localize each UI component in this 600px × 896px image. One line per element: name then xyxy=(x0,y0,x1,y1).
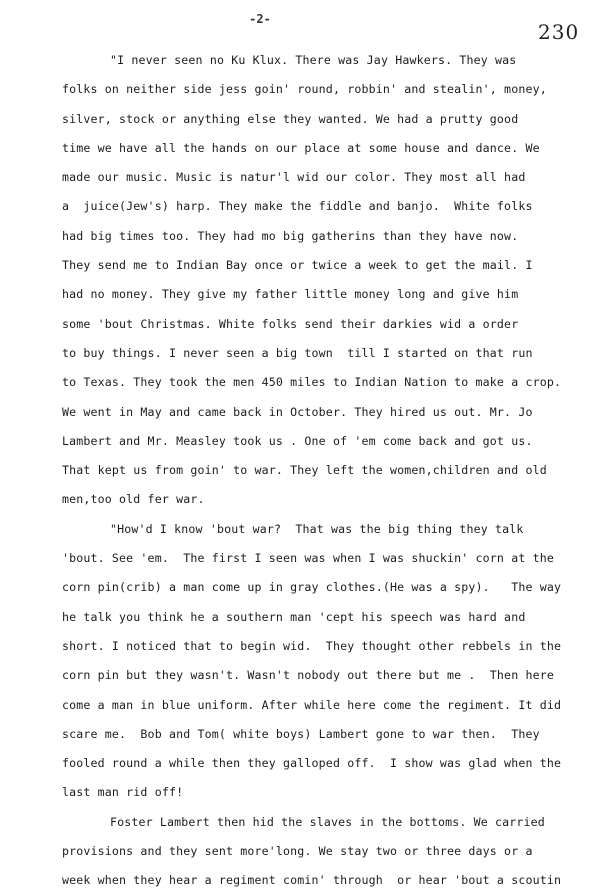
text-line: They send me to Indian Bay once or twice a week to get the mail. I xyxy=(62,258,533,273)
folio-number: 230 xyxy=(538,20,580,44)
text-line: scare me. Bob and Tom( white boys) Lambert gone to war then. They xyxy=(62,726,540,741)
paragraph xyxy=(62,515,562,808)
text-line: That kept us from goin' to war. They left the women,children and old xyxy=(62,463,547,478)
text-line: 'bout. See 'em. The first I seen was when I was shuckin' corn at the xyxy=(62,551,554,566)
page-number: -2- xyxy=(249,12,271,26)
text-line: folks on neither side jess goin' round, robbin' and stealin', money, xyxy=(62,82,547,97)
text-line: to Texas. They took the men 450 miles to Indian Nation to make a crop. xyxy=(62,375,562,390)
text-line: some 'bout Christmas. White folks send their darkies wid a order xyxy=(62,316,519,331)
text-line: had no money. They give my father little money long and give him xyxy=(62,287,519,302)
text-line: he talk you think he a southern man 'cept his speech was hard and xyxy=(62,609,526,624)
text-line: last man rid off! xyxy=(62,785,184,800)
paragraph xyxy=(62,46,562,515)
text-line: men,too old fer war. xyxy=(62,492,205,507)
text-line: made our music. Music is natur'l wid our color. They most all had xyxy=(62,170,526,185)
text-line: provisions and they sent more'long. We stay two or three days or a xyxy=(62,844,533,859)
text-line: Foster Lambert then hid the slaves in the bottoms. We carried xyxy=(110,814,545,829)
text-line: to buy things. I never seen a big town till I started on that run xyxy=(62,345,533,360)
text-line: "I never seen no Ku Klux. There was Jay Hawkers. They was xyxy=(110,53,517,67)
text-line: corn pin(crib) a man come up in gray clothes.(He was a spy). The way xyxy=(62,580,562,595)
text-line: corn pin but they wasn't. Wasn't nobody out there but me . Then here xyxy=(62,668,554,683)
paragraph xyxy=(62,808,562,896)
text-line: short. I noticed that to begin wid. They thought other rebbels in the xyxy=(62,638,562,653)
text-line: come a man in blue uniform. After while here come the regiment. It did xyxy=(62,697,562,712)
text-line: silver, stock or anything else they wanted. We had a prutty good xyxy=(62,111,519,126)
text-line: a juice(Jew's) harp. They make the fiddle and banjo. White folks xyxy=(62,199,533,214)
text-line: fooled round a while then they galloped off. I show was glad when the xyxy=(62,756,562,771)
text-line: We went in May and came back in October. They hired us out. Mr. Jo xyxy=(62,404,533,419)
text-line: Lambert and Mr. Measley took us . One of 'em come back and got us. xyxy=(62,433,533,448)
text-line: "How'd I know 'bout war? That was the big thing they talk xyxy=(110,521,524,536)
text-line: week when they hear a regiment comin' through or hear 'bout a scoutin xyxy=(62,873,562,888)
body-text xyxy=(62,46,562,896)
text-line: had big times too. They had mo big gatherins than they have now. xyxy=(62,228,519,243)
text-line: time we have all the hands on our place at some house and dance. We xyxy=(62,140,540,155)
